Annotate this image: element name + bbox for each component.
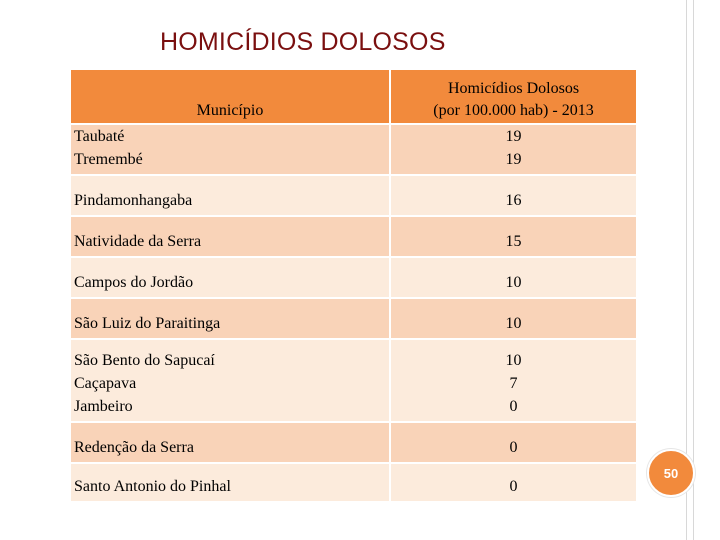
table-row bbox=[71, 299, 638, 340]
municipio-name: Redenção da Serra bbox=[71, 423, 391, 464]
municipio-name: Caçapava bbox=[74, 375, 137, 392]
value-text: 0 bbox=[391, 464, 638, 503]
municipio-name: São Luiz do Paraitinga bbox=[71, 299, 391, 340]
table-row bbox=[71, 423, 638, 464]
page-number-badge: 50 bbox=[647, 449, 695, 497]
table-row bbox=[71, 125, 638, 176]
municipio-name: Tremembé bbox=[74, 151, 143, 168]
value-text: 0 bbox=[509, 398, 518, 415]
table-row bbox=[71, 340, 638, 423]
table-row bbox=[71, 258, 638, 299]
municipio-name: Taubaté bbox=[74, 128, 125, 145]
value-text: 19 bbox=[505, 128, 522, 145]
homicide-table bbox=[71, 70, 638, 503]
value-text: 7 bbox=[509, 375, 518, 392]
column-header-municipio: Município bbox=[71, 70, 391, 125]
value-text: 0 bbox=[391, 423, 638, 464]
table-row bbox=[71, 176, 638, 217]
value-text: 10 bbox=[391, 299, 638, 340]
page-title: HOMICÍDIOS DOLOSOS bbox=[160, 28, 446, 56]
municipio-name: Natividade da Serra bbox=[71, 217, 391, 258]
column-header-homicidios bbox=[391, 70, 638, 125]
municipio-name: Pindamonhangaba bbox=[71, 176, 391, 217]
column-header-line-1: Homicídios Dolosos bbox=[447, 80, 580, 97]
municipio-name: São Bento do Sapucaí bbox=[74, 352, 215, 369]
column-header-line-2: (por 100.000 hab) - 2013 bbox=[433, 102, 594, 119]
value-text: 19 bbox=[505, 151, 522, 168]
table-row bbox=[71, 217, 638, 258]
value-text: 10 bbox=[391, 258, 638, 299]
value-text: 16 bbox=[391, 176, 638, 217]
municipio-cell bbox=[71, 125, 391, 176]
municipio-cell bbox=[71, 340, 391, 423]
value-cell bbox=[391, 125, 638, 176]
table-row bbox=[71, 464, 638, 503]
municipio-name: Santo Antonio do Pinhal bbox=[71, 464, 391, 503]
value-cell bbox=[391, 340, 638, 423]
value-text: 15 bbox=[391, 217, 638, 258]
value-text: 10 bbox=[505, 352, 522, 369]
decorative-line bbox=[693, 0, 694, 540]
municipio-name: Jambeiro bbox=[74, 398, 133, 415]
municipio-name: Campos do Jordão bbox=[71, 258, 391, 299]
